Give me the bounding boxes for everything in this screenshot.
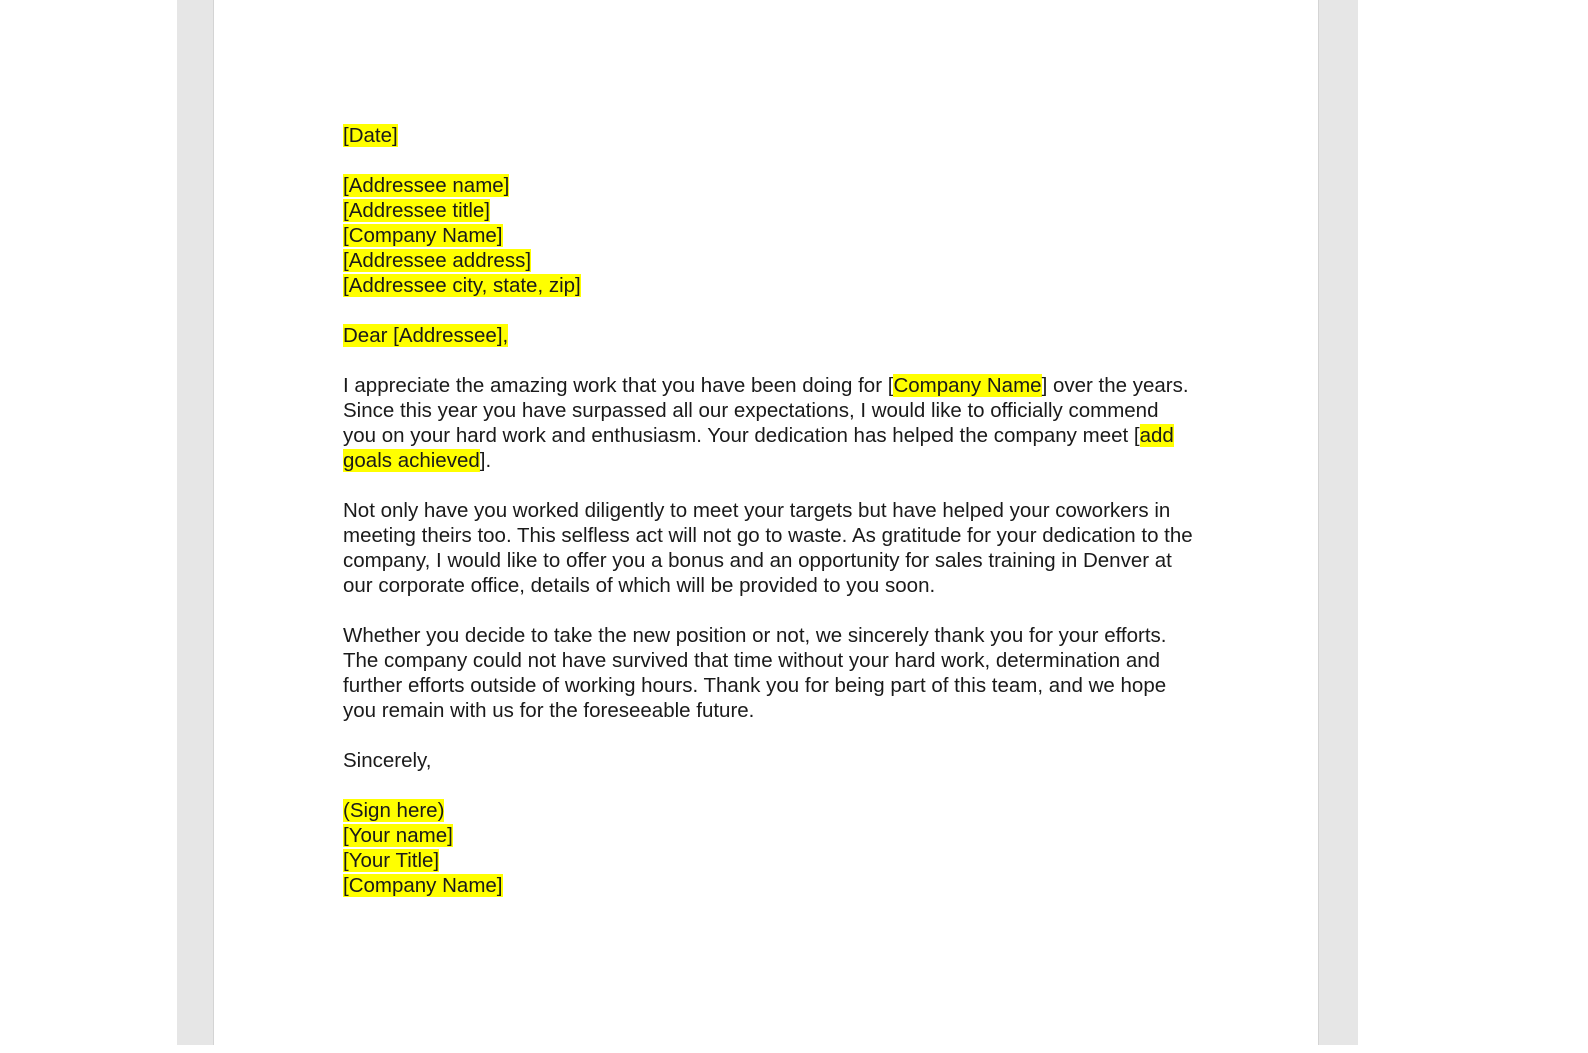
goals-placeholder: add goals achieved [343, 424, 1174, 472]
sender-title-line [343, 848, 1193, 873]
addressee-company-placeholder: [Company Name] [343, 224, 503, 247]
company-name-placeholder: Company Name [893, 374, 1042, 397]
addressee-title-placeholder: [Addressee title] [343, 199, 490, 222]
salutation: Dear [Addressee], [343, 324, 509, 347]
spacer [343, 723, 1193, 748]
paragraph-bonus: Not only have you worked diligently to meet your targets but have helped your coworkers in meeting theirs too. This selfless act will not go to waste. As gratitude for your dedication to the company, I would like to offer you a bonus and an opportunity for sales training in Denver at our corporate office, details of which will be provided to you soon. [343, 499, 1193, 597]
sign-here-placeholder: (Sign here) [343, 799, 445, 822]
addressee-address-line [343, 248, 1193, 273]
sender-name-line [343, 823, 1193, 848]
spacer [343, 348, 1193, 373]
addressee-name-line [343, 173, 1193, 198]
salutation-line [343, 323, 1193, 348]
spacer [343, 598, 1193, 623]
paragraph-thanks: Whether you decide to take the new position or not, we sincerely thank you for your efforts. The company could not have survived that time without your hard work, determination and further efforts outside of working hours. Thank you for being part of this team, and we hope you remain with us for the foreseeable future. [343, 624, 1167, 722]
sender-name-placeholder: [Your name] [343, 824, 453, 847]
spacer [343, 148, 1193, 173]
spacer [343, 298, 1193, 323]
addressee-city-line [343, 273, 1193, 298]
paragraph-appreciation-middle: ] over the years. Since this year you have surpassed all our expectations, I would like to officially commend you on your hard work and enthusiasm. Your dedication has helped the company meet [ [343, 374, 1189, 447]
addressee-title-line [343, 198, 1193, 223]
letter-body[interactable] [343, 123, 1193, 898]
date-line [343, 123, 1193, 148]
closing-line: Sincerely, [343, 749, 432, 772]
sender-company-line [343, 873, 1193, 898]
paragraph-appreciation-end: ]. [479, 449, 492, 472]
spacer [343, 773, 1193, 798]
date-placeholder: [Date] [343, 124, 398, 147]
addressee-company-line [343, 223, 1193, 248]
sender-company-placeholder: [Company Name] [343, 874, 503, 897]
paragraph-appreciation-start: I appreciate the amazing work that you have been doing for [ [343, 374, 894, 397]
sender-title-placeholder: [Your Title] [343, 849, 440, 872]
addressee-city-placeholder: [Addressee city, state, zip] [343, 274, 581, 297]
addressee-name-placeholder: [Addressee name] [343, 174, 510, 197]
addressee-address-placeholder: [Addressee address] [343, 249, 532, 272]
spacer [343, 473, 1193, 498]
paragraph-appreciation [343, 373, 1193, 473]
signature-line [343, 798, 1193, 823]
